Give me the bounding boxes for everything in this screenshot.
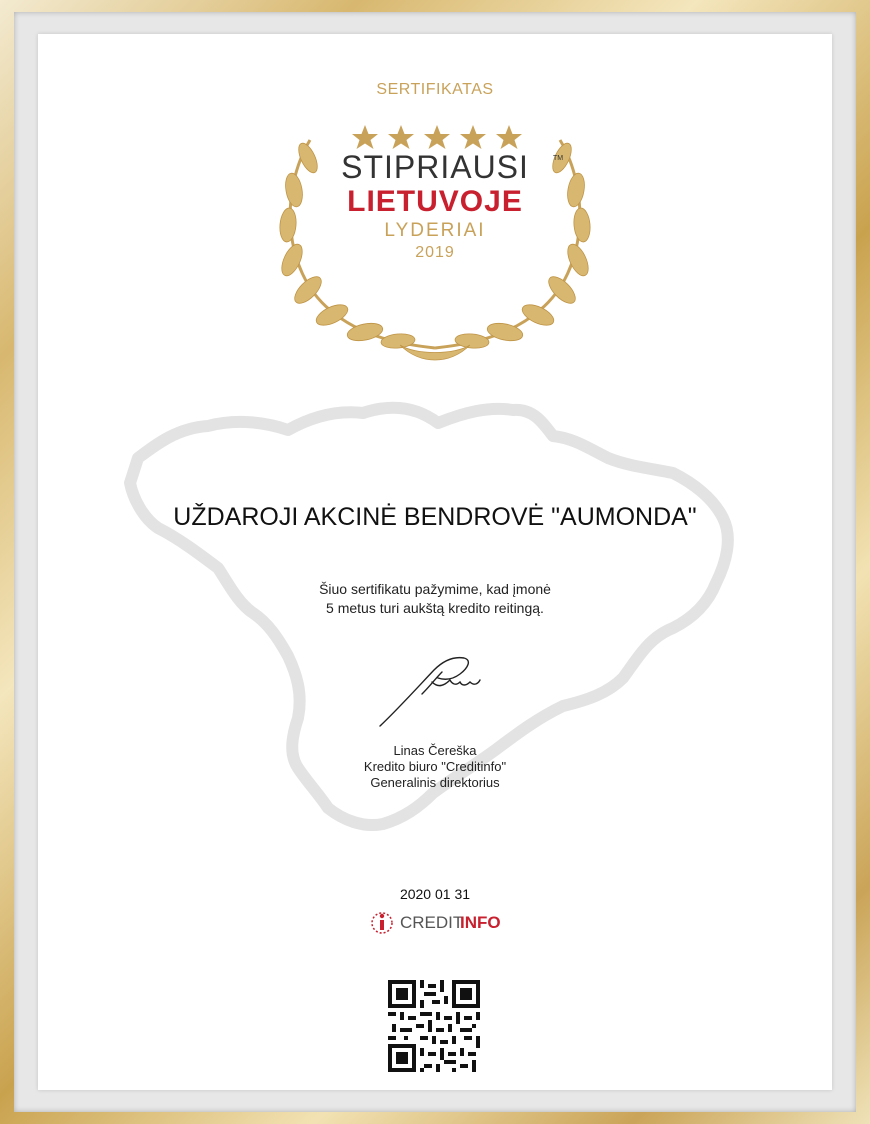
trademark-mark: TM — [553, 155, 564, 162]
creditinfo-i-icon — [368, 910, 396, 936]
stars-icon — [352, 125, 522, 149]
award-line-1: STIPRIAUSI — [341, 149, 529, 185]
statement-line-1: Šiuo sertifikatu pažymime, kad įmonė — [319, 581, 551, 597]
signer-title: Generalinis direktorius — [370, 775, 500, 790]
company-name: UŽDAROJI AKCINĖ BENDROVĖ "AUMONDA" — [173, 503, 697, 531]
signature-image — [372, 650, 502, 732]
signer-organization: Kredito biuro "Creditinfo" — [363, 759, 507, 774]
issue-date: 2020 01 31 — [399, 886, 471, 902]
statement-line-2: 5 metus turi aukštą kredito reitingą. — [326, 600, 544, 616]
creditinfo-logo — [368, 910, 508, 936]
certificate-heading: SERTIFIKATAS — [376, 81, 494, 98]
award-line-3: LYDERIAI — [384, 220, 486, 241]
creditinfo-logo-credit: CREDIT — [400, 913, 464, 932]
qr-code-icon[interactable] — [388, 980, 480, 1072]
award-line-2: LIETUVOJE — [347, 185, 523, 218]
creditinfo-logo-info: INFO — [460, 913, 501, 932]
award-year: 2019 — [415, 244, 455, 261]
signer-name: Linas Čereška — [393, 743, 477, 758]
award-badge — [270, 120, 600, 365]
